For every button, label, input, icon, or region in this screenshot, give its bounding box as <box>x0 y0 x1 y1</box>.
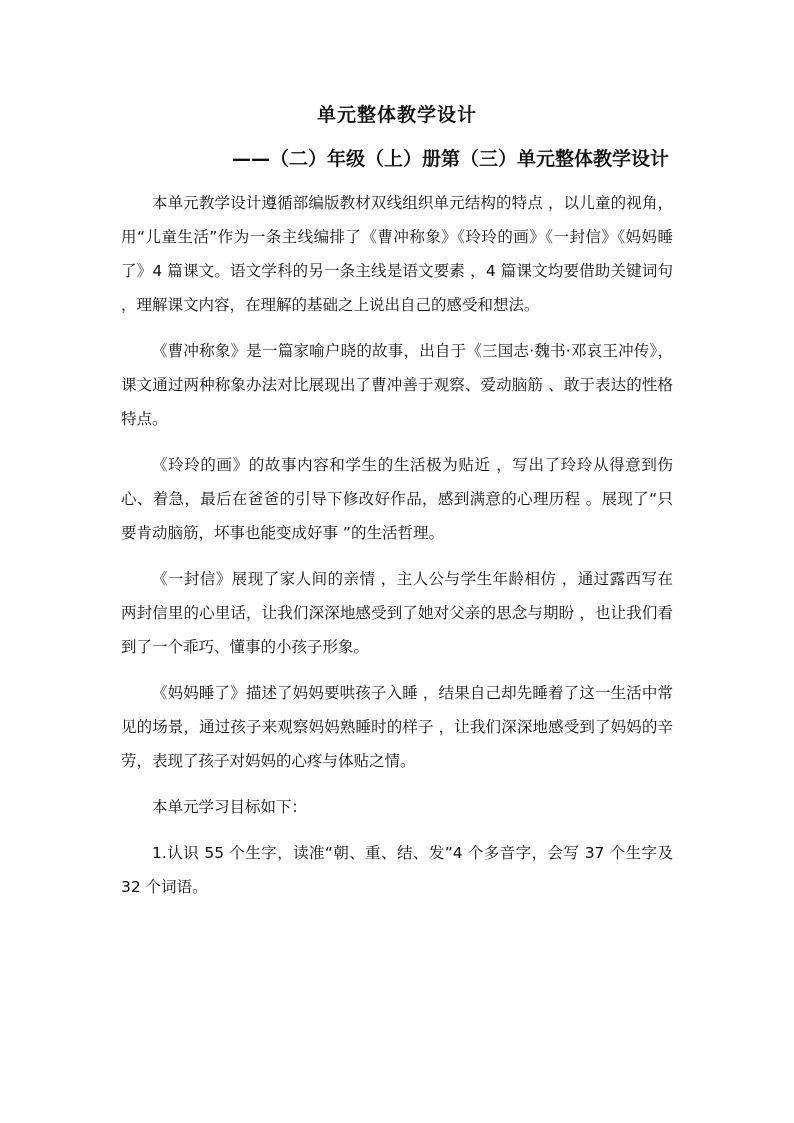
paragraph-letter: 《一封信》展现了家人间的亲情 ，主人公与学生年龄相仿 ，通过露西写在两封信里的心里话，让我们深深地感受到了她对父亲的思念与期盼 ，也让我们看到了一个乖巧、懂事的小孩子形象。 <box>121 570 673 656</box>
document-title: 单元整体教学设计 <box>316 104 477 126</box>
document-subtitle: ——（二）年级（上）册第（三）单元整体教学设计 <box>232 148 670 170</box>
paragraph-cao-chong: 《曹冲称象》是一篇家喻户晓的故事，出自于《三国志·魏书·邓哀王冲传》，课文通过两种称象办法对比展现出了曹冲善于观察、爱动脑筋 、敢于表达的性格特点。 <box>121 342 673 428</box>
paragraph-lingling: 《玲玲的画》的故事内容和学生的生活极为贴近 ，写出了玲玲从得意到伤心、着急，最后在爸爸的引导下修改好作品，感到满意的心理历程 。展现了“只要肯动脑筋，坏事也能变成好事 ”的生活哲理。 <box>121 456 673 542</box>
paragraph-goal-1: 1.认识 55 个生字，读准“朝、重、结、发”4 个多音字，会写 37 个生字及 32 个词语。 <box>121 844 673 896</box>
paragraph-goals-heading: 本单元学习目标如下： <box>152 798 308 816</box>
paragraph-mother: 《妈妈睡了》描述了妈妈要哄孩子入睡 ，结果自己却先睡着了这一生活中常见的场景，通过孩子来观察妈妈熟睡时的样子 ，让我们深深地感受到了妈妈的辛劳，表现了孩子对妈妈的心疼与体贴之情。 <box>121 684 673 770</box>
document-body <box>121 186 673 916</box>
paragraph-intro: 本单元教学设计遵循部编版教材双线组织单元结构的特点 ，以儿童的视角，用“儿童生活”作为一条主线编排了《曹冲称象》《玲玲的画》《一封信》《妈妈睡了》4 篇课文。语文学科的另一条主线是语文要素 ，4 篇课文均要借助关键词句 ，理解课文内容，在理解的基础之上说出自己的感受和想法。 <box>121 194 673 314</box>
